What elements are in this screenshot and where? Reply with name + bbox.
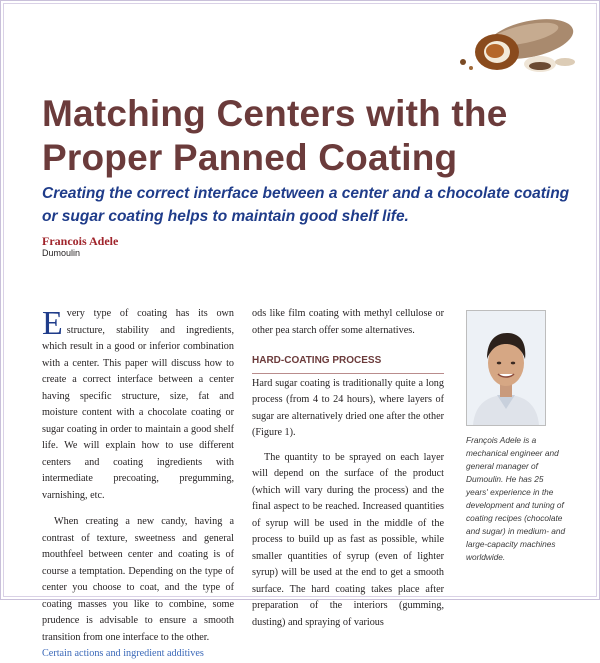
article-subtitle: Creating the correct interface between a center and a chocolate coating or sugar coating helps to maintain good shelf life. — [42, 185, 570, 225]
paragraph: The quantity to be sprayed on each layer will depend on the surface of the product (which will vary during the process) and the final aspect to be reached. Increased quantities of syrup will be used in the middle of the process to build up as fast as possible, while smaller quantities of syrup (even of lighter syrup) will be used at the end to get a smooth surface. The hard coating takes place after preparation of the interiors (gumming, dusting) and spraying of various — [252, 451, 444, 628]
author-photo — [466, 310, 546, 426]
title-line-1: Matching Centers with the — [42, 93, 508, 134]
coated-candy-illustration — [445, 4, 595, 84]
body-column-2 — [252, 306, 444, 631]
paragraph-continued: Certain actions and ingredient additives — [42, 648, 204, 659]
paragraph-continued-top: ods like film coating with methyl cellulose or other pea starch offer some alternatives. — [252, 308, 444, 336]
intro-text: very type of coating has its own structure, stability and ingredients, which result in a good or inferior combination with a center. This paper will discuss how to create a correct interface between a center having specific structure, size, fat and moisture content with a chocolate coating or sugar coating in order to maintain a good shelf life. We will explain how to use different centers and coating ingredients with intermediate precoating, pregumming, varnishing, etc. — [42, 308, 234, 501]
section-heading: HARD-COATING PROCESS — [252, 353, 444, 374]
author-bio-caption: François Adele is a mechanical engineer and general manager of Dumoulin. He has 25 years' experience in the development and tuning of coating recipes (chocolate and sugar) in medium- and large-capacity machines worldwide. — [466, 435, 566, 562]
drop-cap: E — [42, 305, 63, 342]
article-title — [42, 92, 582, 180]
intro-paragraph — [42, 306, 234, 504]
author-name: Francois Adele — [42, 234, 119, 248]
author-affiliation: Dumoulin — [42, 248, 81, 258]
body-column-1 — [42, 306, 234, 663]
title-line-2: Proper Panned Coating — [42, 137, 458, 178]
paragraph: Hard sugar coating is traditionally quite a long process (from 4 to 24 hours), where layers of sugar are alternatively dried one after the other (Figure 1). — [252, 377, 444, 438]
paragraph: When creating a new candy, having a contrast of texture, sweetness and general mouthfeel between center and coating is of course a temptation. Depending on the type of center you choose to coat, and the type of coating masses you like to combine, some prudence is advisable to ensure a smooth transition from one interface to the other. — [42, 516, 234, 643]
